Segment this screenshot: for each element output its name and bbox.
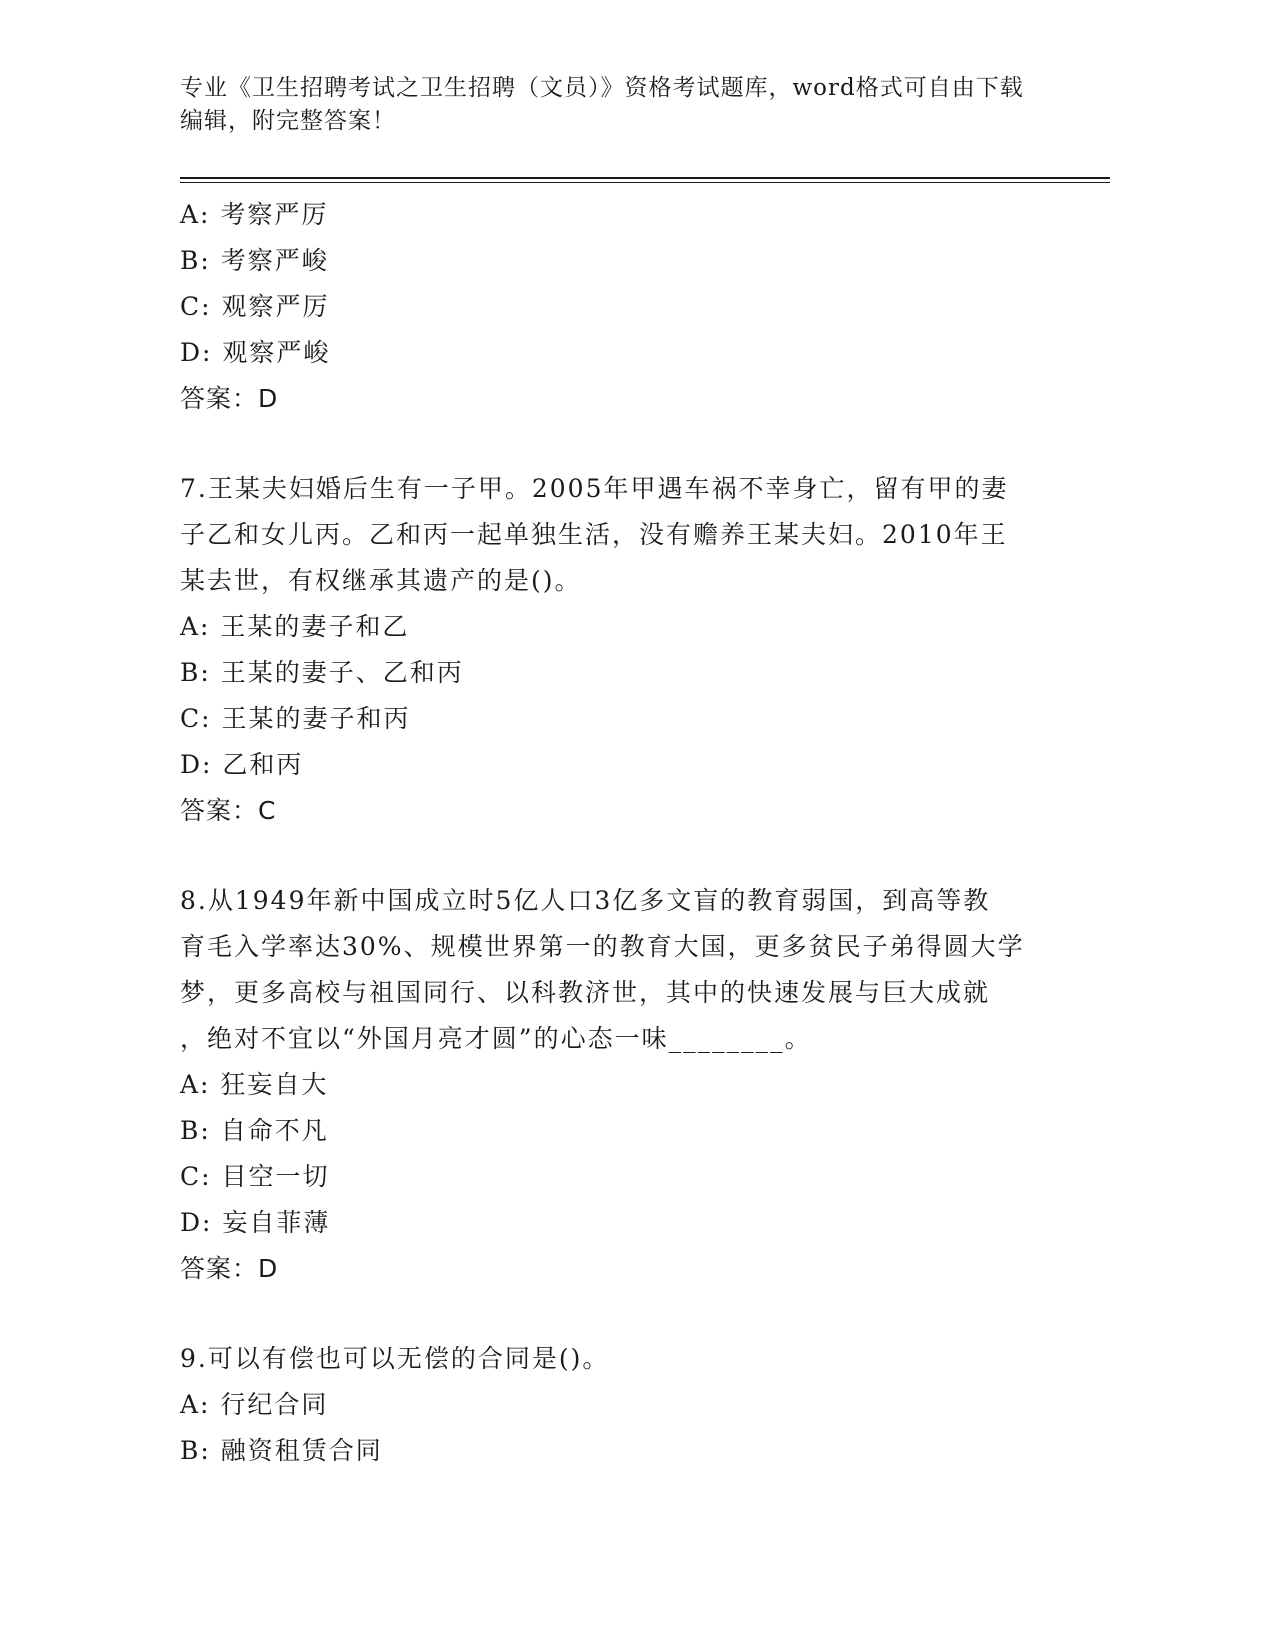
question-stem-line: ，绝对不宜以“外国月亮才圆”的心态一味________。 [180,1024,812,1053]
option-a: A: 考察严厉 [180,200,329,229]
page-header [180,72,1060,138]
option-b: B: 融资租赁合同 [180,1436,383,1465]
question-stem-line: 育毛入学率达30%、规模世界第一的教育大国，更多贫民子弟得圆大学 [180,932,1025,961]
option-a: A: 王某的妻子和乙 [180,612,410,641]
answer-line: 答案：C [180,796,277,825]
option-b: B: 王某的妻子、乙和丙 [180,658,464,687]
option-d: D: 乙和丙 [180,750,304,779]
question-list [180,192,1080,1474]
header-line-2: 编辑，附完整答案！ [180,108,396,134]
question-stem-line: 9.可以有偿也可以无偿的合同是()。 [180,1344,610,1373]
question-stem-line: 某去世，有权继承其遗产的是()。 [180,566,582,595]
option-d: D: 妄自菲薄 [180,1208,331,1237]
question-7 [180,466,1080,834]
option-b: B: 考察严峻 [180,246,329,275]
spacer [180,422,1080,466]
question-stem-line: 7.王某夫妇婚后生有一子甲。2005年甲遇车祸不幸身亡，留有甲的妻 [180,474,1009,503]
option-c: C: 目空一切 [180,1162,330,1191]
option-a: A: 狂妄自大 [180,1070,329,1099]
question-6 [180,192,1080,422]
question-stem-line: 子乙和女儿丙。乙和丙一起单独生活，没有赡养王某夫妇。2010年王 [180,520,1008,549]
header-rule-thick [180,177,1110,179]
header-line-1: 专业《卫生招聘考试之卫生招聘（文员）》资格考试题库，word格式可自由下载 [180,75,1024,101]
answer-line: 答案：D [180,1254,279,1283]
option-c: C: 王某的妻子和丙 [180,704,411,733]
answer-line: 答案：D [180,384,279,413]
spacer [180,1292,1080,1336]
option-c: C: 观察严厉 [180,292,330,321]
question-8 [180,878,1080,1292]
option-d: D: 观察严峻 [180,338,331,367]
question-stem-line: 8.从1949年新中国成立时5亿人口3亿多文盲的教育弱国，到高等教 [180,886,991,915]
option-a: A: 行纪合同 [180,1390,329,1419]
spacer [180,834,1080,878]
question-stem-line: 梦，更多高校与祖国同行、以科教济世，其中的快速发展与巨大成就 [180,978,991,1007]
question-9 [180,1336,1080,1474]
option-b: B: 自命不凡 [180,1116,329,1145]
header-rule-thin [180,182,1110,183]
